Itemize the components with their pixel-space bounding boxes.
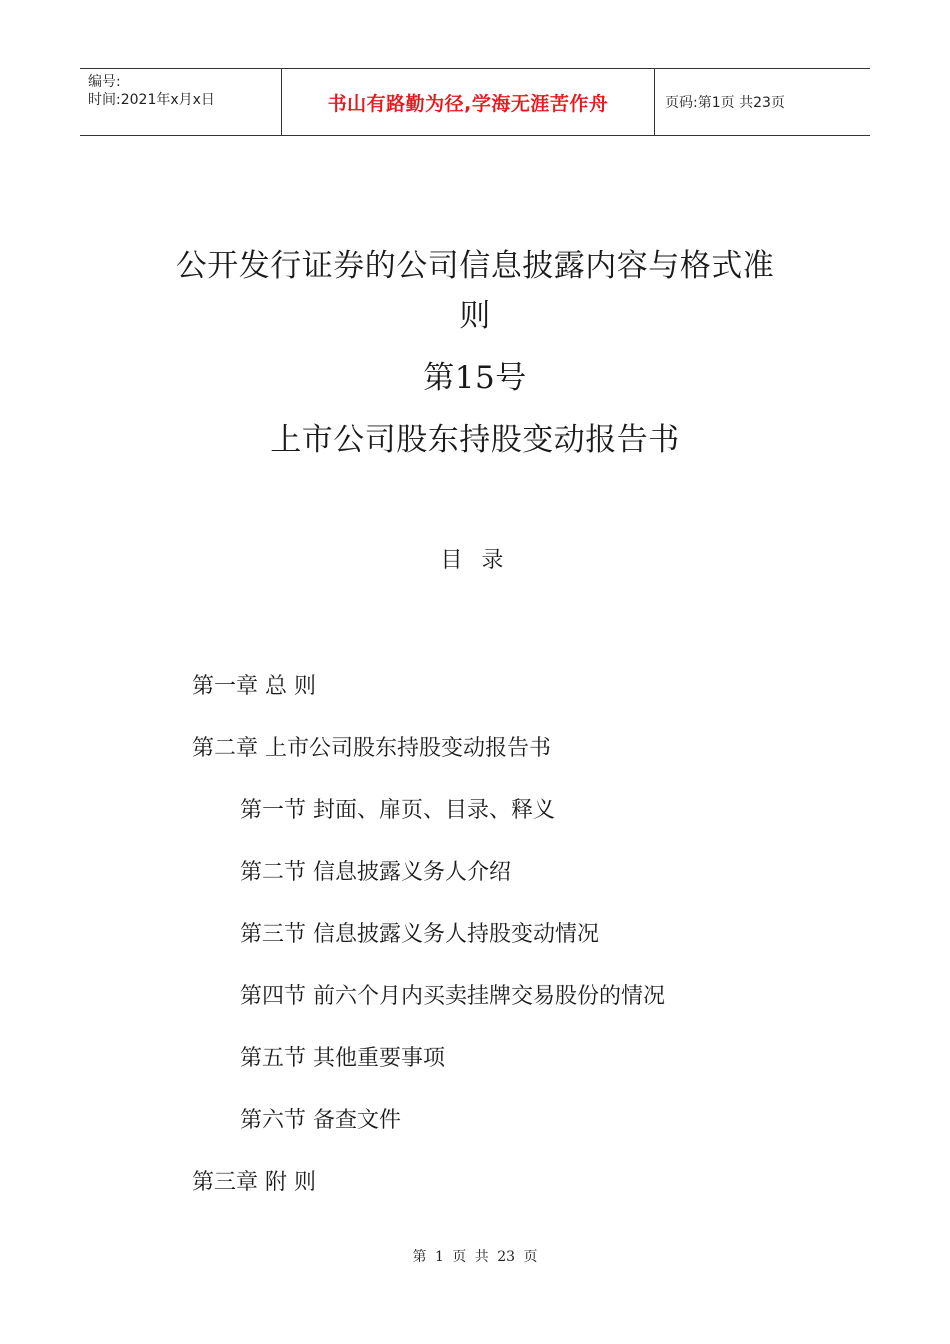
- header-table: [80, 68, 870, 136]
- header-page-info: 页码:第1页 共23页: [665, 95, 785, 111]
- page-footer: 第 1 页 共 23 页: [412, 1249, 538, 1265]
- toc-section-6: 第六节 备查文件: [240, 1108, 401, 1133]
- toc-chapter-3: 第三章 附 则: [192, 1170, 316, 1195]
- doc-title-number: 第15号: [423, 360, 527, 396]
- toc-section-3: 第三节 信息披露义务人持股变动情况: [240, 922, 599, 947]
- doc-date-label: 时间:2021年x月x日: [88, 92, 215, 108]
- doc-title-line-1: 公开发行证券的公司信息披露内容与格式准: [175, 248, 775, 284]
- header-meta-cell: [80, 69, 282, 135]
- toc-section-1: 第一节 封面、扉页、目录、释义: [240, 798, 555, 823]
- header-motto: 书山有路勤为径,学海无涯苦作舟: [282, 69, 655, 135]
- doc-subtitle: 上市公司股东持股变动报告书: [270, 422, 680, 458]
- toc-section-4: 第四节 前六个月内买卖挂牌交易股份的情况: [240, 984, 665, 1009]
- toc-section-5: 第五节 其他重要事项: [240, 1046, 445, 1071]
- doc-title-line-2: 则: [459, 298, 491, 334]
- toc-section-2: 第二节 信息披露义务人介绍: [240, 860, 511, 885]
- toc-chapter-2: 第二章 上市公司股东持股变动报告书: [192, 736, 551, 761]
- toc-chapter-1: 第一章 总 则: [192, 674, 316, 699]
- toc-heading: 目 录: [440, 548, 510, 573]
- doc-number-label: 编号:: [88, 74, 121, 90]
